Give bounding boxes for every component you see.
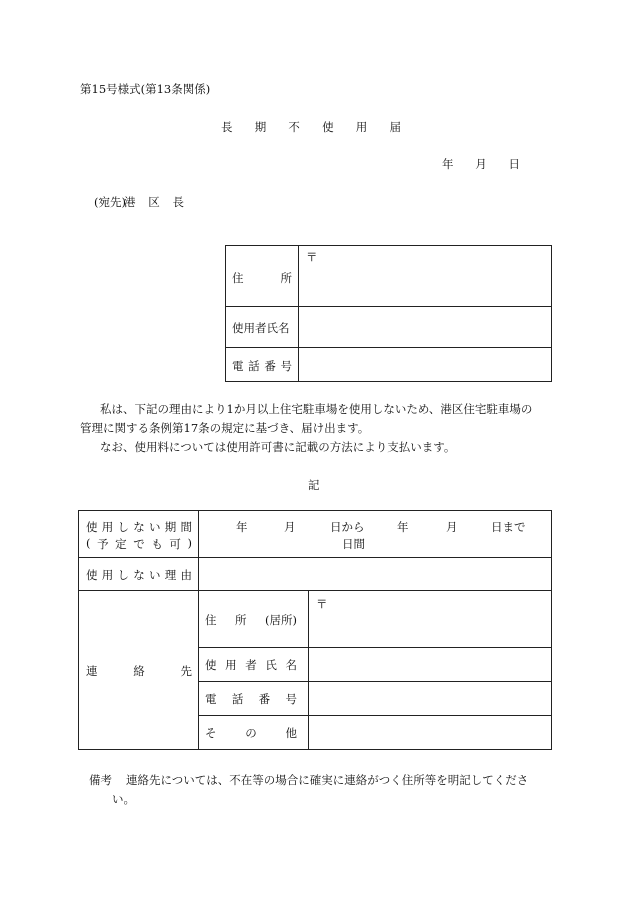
period-label-1: 使 用 し な い 期 間 (86, 520, 192, 534)
user-name-input[interactable] (300, 308, 550, 346)
period-days: 日間 (342, 537, 365, 551)
period-from-month: 月 (284, 520, 296, 534)
period-label-2: ( 予 定 で も 可 ) (86, 536, 192, 551)
label-char: 号 (280, 359, 292, 373)
label-char: 所 (280, 271, 292, 285)
note-label: 備考 (89, 773, 112, 787)
title-char: 使 (322, 120, 334, 134)
phone-label (232, 358, 292, 374)
label-char: 電 (232, 359, 244, 373)
title-char: 期 (254, 120, 267, 134)
addressee (94, 194, 126, 210)
period-to-year: 年 (397, 520, 409, 534)
addressee-name (124, 194, 184, 210)
addressee-char: 港 (124, 195, 136, 209)
title-char: 用 (355, 120, 368, 134)
contact-address-input[interactable] (310, 612, 550, 645)
body-line-2: 管理に関する条例第17条の規定に基づき、届け出ます。 (80, 421, 370, 435)
contact-other-input[interactable] (310, 717, 550, 749)
addressee-char: 区 (148, 195, 160, 209)
title-char: 届 (389, 120, 401, 134)
period-from-year: 年 (236, 520, 248, 534)
user-name-label: 使用者氏名 (232, 321, 290, 335)
reason-input[interactable] (200, 559, 550, 589)
label-char: 番 (264, 359, 276, 373)
date-field (442, 156, 520, 172)
note-text-2: い。 (112, 792, 135, 806)
body-line-1: 私は、下記の理由により1か月以上住宅駐車場を使用しないため、港区住宅駐車場の (100, 402, 533, 416)
contact-name-input[interactable] (310, 649, 550, 680)
date-month: 月 (475, 157, 487, 171)
document-title (221, 119, 401, 135)
note-text-1: 連絡先については、不在等の場合に確実に連絡がつく住所等を明記してくださ (126, 773, 529, 787)
ki-heading: 記 (308, 478, 320, 492)
postal-mark: 〒 (306, 250, 318, 264)
addressee-prefix: (宛先) (94, 195, 126, 209)
address-label (232, 270, 292, 286)
label-char: 話 (248, 359, 260, 373)
phone-input[interactable] (300, 349, 550, 380)
label-char: 住 (232, 271, 244, 285)
contact-name-label: 使 用 者 氏 名 (205, 658, 297, 672)
contact-label: 連 絡 先 (86, 664, 192, 678)
contact-postal-mark: 〒 (316, 597, 328, 611)
title-char: 不 (288, 120, 300, 134)
period-from-day: 日から (330, 520, 365, 534)
date-day: 日 (508, 157, 520, 171)
contact-phone-input[interactable] (310, 683, 550, 714)
date-year: 年 (442, 157, 454, 171)
reason-label: 使 用 し な い 理 由 (86, 568, 192, 582)
body-line-3: なお、使用料については使用許可書に記載の方法により支払います。 (100, 440, 456, 454)
contact-address-label: 住 所 (居所) (205, 613, 297, 627)
form-number: 第15号様式(第13条関係) (80, 82, 211, 96)
period-to-month: 月 (446, 520, 458, 534)
address-input[interactable] (300, 265, 550, 303)
title-char: 長 (221, 120, 233, 134)
addressee-char: 長 (172, 195, 184, 209)
contact-phone-label: 電 話 番 号 (205, 692, 297, 706)
contact-other-label: そ の 他 (205, 726, 297, 740)
period-to-day: 日まで (491, 520, 526, 534)
